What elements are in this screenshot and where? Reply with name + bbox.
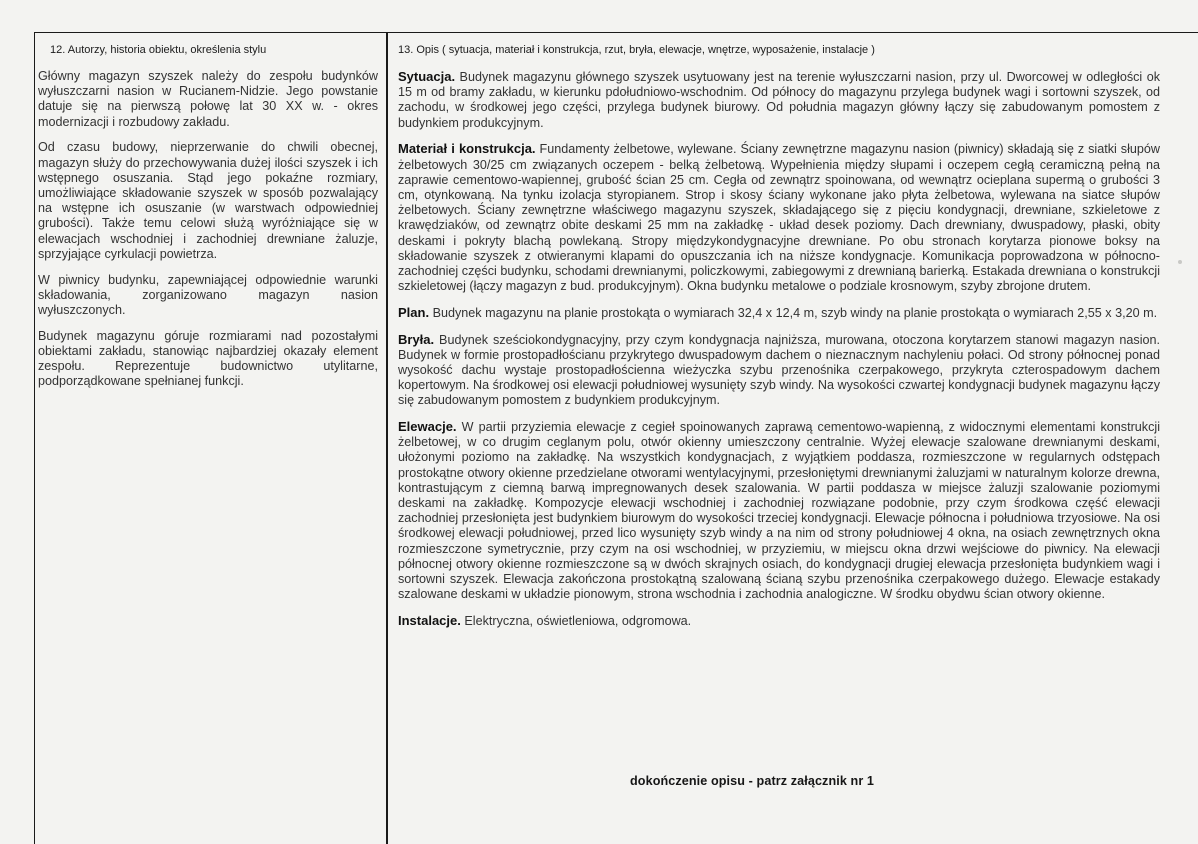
description-elewacje [398, 419, 1160, 602]
description-sytuacja [398, 69, 1160, 131]
material-text: Fundamenty żelbetowe, wylewane. Ściany zewnętrzne magazynu nasion (piwnicy) składają się z siatki słupów żelbetowych 30/25 cm związanych oczepem - belką żelbetową. Wypełnienia między słupami i oczepem cegłą ceramiczną pełną na zaprawie cementowo-wapiennej, grubość ścian 25 cm. Cegła od zewnątrz spoinowana, od wewnątrz ocieplana supermą o grubości 3 cm, otynkowaną. Na tynku izolacja styropianem. Strop i skosy ściany wykonane jako płyta żelbetowa, wylewana na siatce słupów żelbetowych. Ściany zewnętrzne właściwego magazynu szyszek, składającego się z pięciu kondygnacji, drewniane, szkieletowe z krawędziaków, od zewnątrz obite deskami 25 mm na zakładkę - układ desek poziomy. Dach drewniany, dwuspadowy, płaski, obity deskami i pokryty blachą powlekaną. Stropy międzykondygnacyjne drewniane. Po obu stronach korytarza pionowe boksy na składowanie szyszek z otwieranymi klapami do opuszczania ich na niższe kondygnacje. Komunikacja poprowadzona w północno-zachodniej części budynku, schodami drewnianymi, policzkowymi, zabiegowymi z drewnianą barierką. Estakada drewniana o konstrukcji szkieletowej (łączy magazyn z bud. produkcyjnym). Okna budynku metalowe o podziale krosnowym, szyby zbrojone drutem. [398, 142, 1160, 294]
sytuacja-text: Budynek magazynu głównego szyszek usytuowany jest na terenie wyłuszczarni nasion, przy ul. Dworcowej w odległości ok 15 m od bramy zakładu, w kierunku pdołudniowo-wschodnim. Od północy do magazynu przylega budynek wagi i sortowni szyszek, od zachodu, w środkowej jego części, przylega budynek biurowy. Od południa magazyn główny łączy się zabudowanym pomostem z budynkiem produkcyjnym. [398, 70, 1160, 130]
bryla-heading: Bryła. [398, 331, 435, 347]
description-bryla [398, 332, 1160, 409]
sytuacja-heading: Sytuacja. [398, 69, 456, 84]
column-divider [386, 32, 388, 844]
history-paragraph: Główny magazyn szyszek należy do zespołu budynków wyłuszczarni nasion w Rucianem-Nidzie. Jego powstanie datuje się na pierwszą połowę lat 30 XX w. - okres modernizacji i rozbudowy zakładu. [38, 69, 378, 129]
section-13-header: 13. Opis ( sytuacja, materiał i konstrukcja, rzut, bryła, elewacje, wnętrze, wyposażenie, instalacje ) [398, 44, 875, 56]
description-plan [398, 305, 1160, 321]
history-paragraph: W piwnicy budynku, zapewniającej odpowiednie warunki składowania, zorganizowano magazyn nasion wyłuszczonych. [38, 272, 378, 318]
continuation-note: dokończenie opisu - patrz załącznik nr 1 [630, 774, 875, 788]
history-paragraph: Od czasu budowy, nieprzerwanie do chwili obecnej, magazyn służy do przechowywania dużej ilości szyszek i ich wstępnego osuszania. Stąd jego pokaźne rozmiary, umożliwiające składowanie szyszek w sposób pozwalający na wstępne ich osuszanie (w warstwach odpowiedniej grubości). Także temu celowi służą wyróżniające się w elewacjach wschodniej i zachodniej drewniane żaluzje, sprzyjające cyrkulacji powietrza. [38, 140, 378, 261]
material-heading: Materiał i konstrukcja. [398, 141, 536, 157]
description-instalacje [398, 613, 1160, 629]
bryla-text: Budynek sześciokondygnacyjny, przy czym kondygnacja najniższa, murowana, otoczona korytarzem stanowi magazyn nasion. Budynek w formie prostopadłościanu przykrytego dwuspadowym dachem o nieznacznym nachyleniu połaci. Od strony północnej ponad wysokość dachu wystaje prostopadłościenna wieżyczka szybu przenośnika czerpakowego, przykryta czterospadowym dachem kopertowym. Na środkowej osi elewacji południowej wysunięty szyb windy. Na wysokości czwartej kondygnacji budynek magazynu łączy się zabudowanym pomostem z budynkiem produkcyjnym. [398, 332, 1160, 408]
plan-text: Budynek magazynu na planie prostokąta o wymiarach 32,4 x 12,4 m, szyb windy na planie prostokąta o wymiarach 2,55 x 3,20 m. [429, 305, 1158, 320]
scan-speck [1178, 260, 1182, 264]
section-12-header: 12. Autorzy, historia obiektu, określenia stylu [50, 44, 267, 56]
instalacje-text: Elektryczna, oświetleniowa, odgromowa. [460, 614, 692, 628]
elewacje-heading: Elewacje. [398, 419, 457, 435]
section-12-column [38, 36, 378, 400]
instalacje-heading: Instalacje. [398, 613, 461, 628]
description-material [398, 141, 1160, 294]
elewacje-text: W partii przyziemia elewacje z cegieł spoinowanych zaprawą cementowo-wapienną, z widocznymi elementami konstrukcji żelbetowej, w co drugim ceglanym polu, otwór okienny umieszczony centralnie. Wyżej elewacje szalowane drewnianymi deskami, ułożonymi poziomo na zakładkę. Na wszystkich kondygnacjach, z wyjątkiem poddasza, rozmieszczone w regularnych odstępach prostokątne otwory okienne przedzielane otworami wentylacyjnymi, przesłoniętymi drewnianymi żaluzjami w naturalnym kolorze drewna, kontrastującym z ciemną barwą impregnowanych desek szalowania. W partii poddasza w miejsce żaluzji szalowanie poziomymi deskami na zakładkę. Kompozycje elewacji wschodniej i zachodniej rozwiązane podobnie, przy czym środkowa część elewacji zachodniej przesłonięta jest budynkiem biurowym do wysokości trzeciej kondygnacji. Elewacje północna i południowa trzyosiowe. Na osi środkowej elewacji południowej, przed lico wysunięty szyb windy a na nim od strony południowej 4 okna, na osiach zewnętrznych okna rozmieszczone symetrycznie, przy czym na osi wschodniej, w przyziemiu, w miejscu okna drzwi wejściowe do piwnicy. Na elewacji północnej otwory okienne rozmieszczone są w dwóch skrajnych osiach, do kondygnacji drugiej elewacja przesłonięta budynkiem wagi i sortowni szyszek. Elewacja zakończona prostokątną szalowaną ścianą szybu przenośnika czerpakowego dużego. Elewacje estakady szalowane deskami w układzie pionowym, strona wschodnia i zachodnia analogiczne. W środku obydwu ścian otwory okienne. [398, 420, 1160, 602]
history-paragraph: Budynek magazynu góruje rozmiarami nad pozostałymi obiektami zakładu, stanowiąc najbardziej okazały element zespołu. Reprezentuje budownictwo utylitarne, podporządkowane spełnianej funkcji. [38, 328, 378, 389]
section-13-column [398, 36, 1160, 640]
plan-heading: Plan. [398, 304, 430, 320]
